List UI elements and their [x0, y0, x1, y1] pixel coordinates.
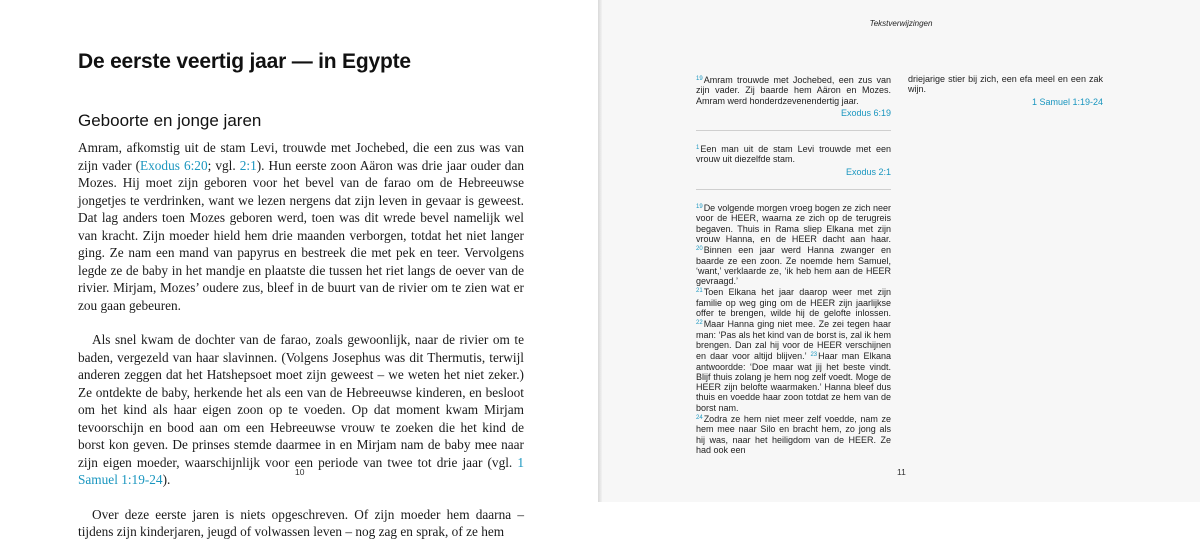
section-heading: Geboorte en jonge jaren	[78, 111, 262, 130]
note-source: Exodus 6:19	[840, 107, 891, 118]
note-text: Binnen een jaar werd Hanna zwanger en baarde ze een zoon. Ze noemde hem Samuel, ‘want,’ verklaarde ze, ‘ik heb hem aan de HEER gevraagd.’	[696, 245, 891, 287]
note-source: 1 Samuel 1:19-24	[1031, 96, 1103, 107]
verse-number: 21	[696, 288, 703, 295]
reference-note	[696, 143, 891, 177]
divider	[696, 130, 891, 131]
note-text: Maar Hanna ging niet mee. Ze zei tegen haar man: ‘Pas als het kind van de borst is, zal ik hem brengen. Dan zal hij voor de HEER verschijnen en daar voor altijd blijven.’	[696, 319, 891, 362]
note-text: Amram trouwde met Jochebed, een zus van zijn vader. Zij baarde hem Aäron en Mozes. Amram werd honderdzevenendertig jaar.	[696, 75, 891, 106]
references-column-1	[696, 74, 891, 467]
note-text: Een man uit de stam Levi trouwde met een vrouw uit diezelfde stam.	[696, 144, 891, 165]
note-text: Zodra ze hem niet meer zelf voedde, nam ze hem mee naar Silo en bracht hem, zo jong als hij was, naar het heiligdom van de HEER. Ze had ook een	[696, 414, 891, 455]
right-page	[602, 0, 1200, 502]
body-text	[78, 139, 524, 541]
note-text: Haar man Elkana antwoordde: ‘Doe maar wat jij het beste vindt. Blijf thuis zolang je hem nog zelf voedt. Moge de HEER zijn belofte waarmaken.’ Hanna bleef dus thuis en voedde haar zoon totdat ze hem van de borst nam.	[696, 351, 891, 413]
reference-note-continued	[908, 74, 1103, 107]
reference-note-long	[696, 202, 891, 455]
scripture-reference-1-samuel[interactable]: 1 Samuel 1:19-24	[78, 454, 524, 487]
verse-number: 20	[696, 246, 703, 253]
verse-number: 19	[696, 76, 703, 82]
verse-number: 1	[696, 145, 700, 152]
paragraph-2	[78, 331, 524, 489]
paragraph-1-text-c: ). Hun eerste zoon Aäron was drie jaar ouder dan Mozes. Hij moet zijn geboren voor het bevel van de farao om de Hebreeuwse jongetjes te verdrinken, want we lezen nergens dat zijn leven in gevaar is geweest. Dat lag anders toen Mozes geboren werd, toen was dit wrede bevel namelijk wel van kracht. Zijn moeder hield hem drie maanden verborgen, totdat het niet langer ging. Ze nam een mand van papyrus en bestreek die met pek en teer. Vervolgens legde ze de baby in het mandje en plaatste die tussen het riet langs de oever van de rivier. Mirjam, Mozes’ oudere zus, bleef in de buurt van de rivier om te zien wat er zou gaan gebeuren.	[78, 157, 524, 313]
paragraph-1	[78, 139, 524, 314]
running-header: Tekstverwijzingen	[869, 19, 933, 28]
verse-number: 19	[696, 204, 703, 211]
paragraph-2-text-a: Als snel kwam de dochter van de farao, zoals gewoonlijk, naar de rivier om te baden, vergezeld van haar slavinnen. (Volgens Josephus was dit Thermutis, terwijl anderen zeggen dat het Hatshepsoet moet zijn geweest – we weten het niet zeker.) Ze ontdekte de baby, herkende het als een van de Hebreeuwse kinderen, en besloot om het kind als haar eigen zoon op te voeden. Op dat moment kwam Mirjam tevoorschijn en bood aan om een Hebreeuwse vrouw te zoeken die het kind de borst kon geven. De prinses stemde daarmee in en Mirjam nam de baby mee naar zijn eigen moeder, waarschijnlijk voor een periode van twee tot drie jaar (vgl.	[78, 332, 524, 470]
scripture-reference-2-1[interactable]: 2:1	[239, 157, 257, 173]
note-text: De volgende morgen vroeg bogen ze zich neer voor de HEER, waarna ze zich op de terugreis begaven. Thuis in Rama sliep Elkana met zijn vrouw Hanna, en de HEER dacht aan haar.	[696, 203, 891, 244]
note-text: driejarige stier bij zich, een efa meel en een zak wijn.	[908, 74, 1103, 95]
reference-note	[696, 74, 891, 118]
chapter-title: De eerste veertig jaar — in Egypte	[78, 50, 411, 73]
verse-number: 23	[810, 352, 818, 359]
note-text: Toen Elkana het jaar daarop weer met zijn familie op weg ging om de HEER zijn jaarlijkse offer te brengen, wilde hij de gelofte inlossen.	[696, 287, 891, 319]
verse-number: 24	[696, 415, 703, 422]
paragraph-3: Over deze eerste jaren is niets opgeschreven. Of zijn moeder hem daarna – tijdens zijn kinderjaren, jeugd of volwassen leven – nog zag en sprak, of ze hem	[78, 506, 524, 539]
paragraph-2-text-b: ).	[162, 472, 171, 487]
paragraph-1-text-b: ; vgl.	[207, 157, 240, 173]
page-number-left: 10	[295, 467, 305, 477]
scripture-reference-exodus-6-20[interactable]: Exodus 6:20	[140, 157, 208, 173]
left-page	[0, 0, 598, 539]
paragraph-1-text-a: Amram, afkomstig uit de stam Levi, trouwde met Jochebed, die een zus was van zijn vader (	[78, 140, 524, 173]
references-column-2	[908, 74, 1103, 119]
page-number-right: 11	[897, 467, 906, 477]
divider	[696, 189, 891, 190]
note-source: Exodus 2:1	[845, 166, 891, 177]
verse-number: 22	[696, 320, 703, 327]
